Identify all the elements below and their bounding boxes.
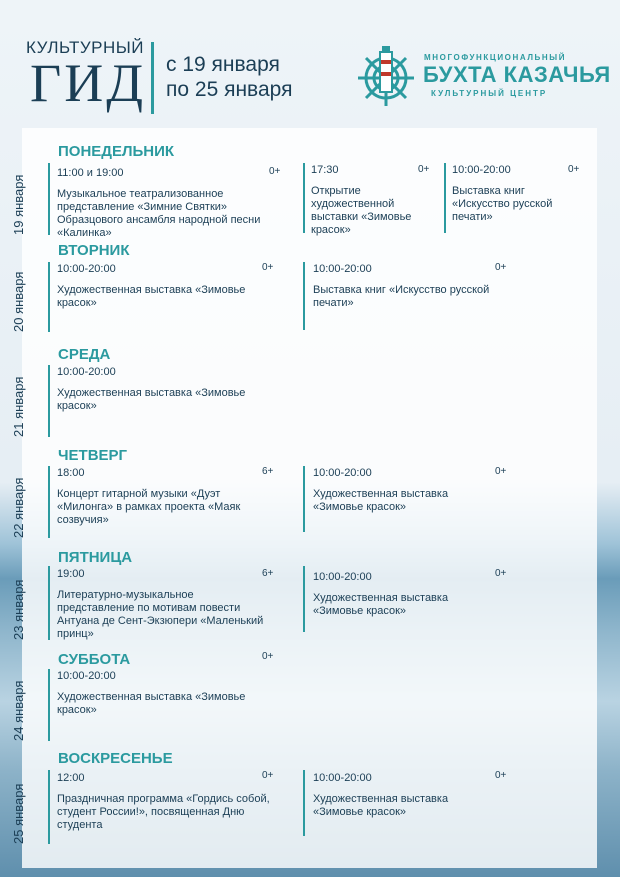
day-divider [48,770,50,844]
age-rating: 0+ [495,770,507,781]
event-divider [303,770,305,836]
guide-title: ГИД [30,53,147,113]
age-rating: 6+ [262,466,274,477]
event-item: 10:00-20:00 Выставка книг «Искусство русской печати» [313,263,490,309]
brand-name: БУХТА КАЗАЧЬЯ [423,62,611,87]
day-name-monday: ПОНЕДЕЛЬНИК [58,143,175,160]
brand-top-line: МНОГОФУНКЦИОНАЛЬНЫЙ [424,53,567,62]
day-name-sunday: ВОСКРЕСЕНЬЕ [58,750,173,767]
brand-bottom-line: КУЛЬТУРНЫЙ ЦЕНТР [431,89,548,98]
age-rating: 0+ [495,466,507,477]
day-divider [48,566,50,640]
day-name-wednesday: СРЕДА [58,346,111,363]
date-range-end: по 25 января [166,78,293,101]
day-divider [48,466,50,538]
age-rating: 0+ [495,262,507,273]
event-item: 11:00 и 19:00 Музыкальное театрализованное представление «Зимние Святки» Образцового ансамбля народной песни «Калинка» [57,167,261,239]
age-rating: 0+ [269,166,281,177]
age-rating: 0+ [262,651,274,662]
event-divider [303,262,305,330]
day-date-saturday: 24 января [11,680,26,741]
event-item: 12:00 Праздничная программа «Гордись собой, студент России!», посвященная Дню студента [57,772,270,831]
event-item: 10:00-20:00 Выставка книг «Искусство русской печати» [452,164,553,223]
age-rating: 0+ [262,262,274,273]
age-rating: 6+ [262,568,274,579]
event-item: 10:00-20:00 Художественная выставка «Зимовье красок» [57,670,246,716]
event-item: 10:00-20:00 Художественная выставка «Зимовье красок» [313,571,449,617]
event-divider [303,163,305,233]
ship-wheel-logo-icon [352,42,420,110]
event-item: 18:00 Концерт гитарной музыки «Дуэт «Милонга» в рамках проекта «Маяк созвучия» [57,467,241,526]
date-range-start: с 19 января [166,53,280,76]
day-date-monday: 19 января [11,174,26,235]
day-date-tuesday: 20 января [11,271,26,332]
day-divider [48,365,50,437]
day-date-wednesday: 21 января [11,376,26,437]
age-rating: 0+ [568,164,580,175]
day-divider [48,669,50,741]
header-divider [151,42,154,114]
event-item: 10:00-20:00 Художественная выставка «Зимовье красок» [313,772,449,818]
day-divider [48,163,50,235]
age-rating: 0+ [495,568,507,579]
event-item: 10:00-20:00 Художественная выставка «Зимовье красок» [57,263,246,309]
event-divider [444,163,446,233]
event-item: 10:00-20:00 Художественная выставка «Зимовье красок» [57,366,246,412]
day-date-thursday: 22 января [11,477,26,538]
event-item: 10:00-20:00 Художественная выставка «Зимовье красок» [313,467,449,513]
date-range [166,52,292,102]
age-rating: 0+ [418,164,430,175]
event-divider [303,566,305,632]
day-name-thursday: ЧЕТВЕРГ [58,447,128,464]
event-divider [303,466,305,532]
day-name-friday: ПЯТНИЦА [58,549,133,566]
day-name-tuesday: ВТОРНИК [58,242,130,259]
age-rating: 0+ [262,770,274,781]
day-date-sunday: 25 января [11,783,26,844]
guide-subtitle: КУЛЬТУРНЫЙ [26,38,145,57]
day-name-saturday: СУББОТА [58,651,131,668]
event-item: 19:00 Литературно-музыкальное представление по мотивам повести Антуана де Сент-Экзюпери «Маленький принц» [57,568,264,640]
event-item: 17:30 Открытие художественной выставки «Зимовье красок» [311,164,412,236]
day-divider [48,262,50,332]
day-date-friday: 23 января [11,579,26,640]
